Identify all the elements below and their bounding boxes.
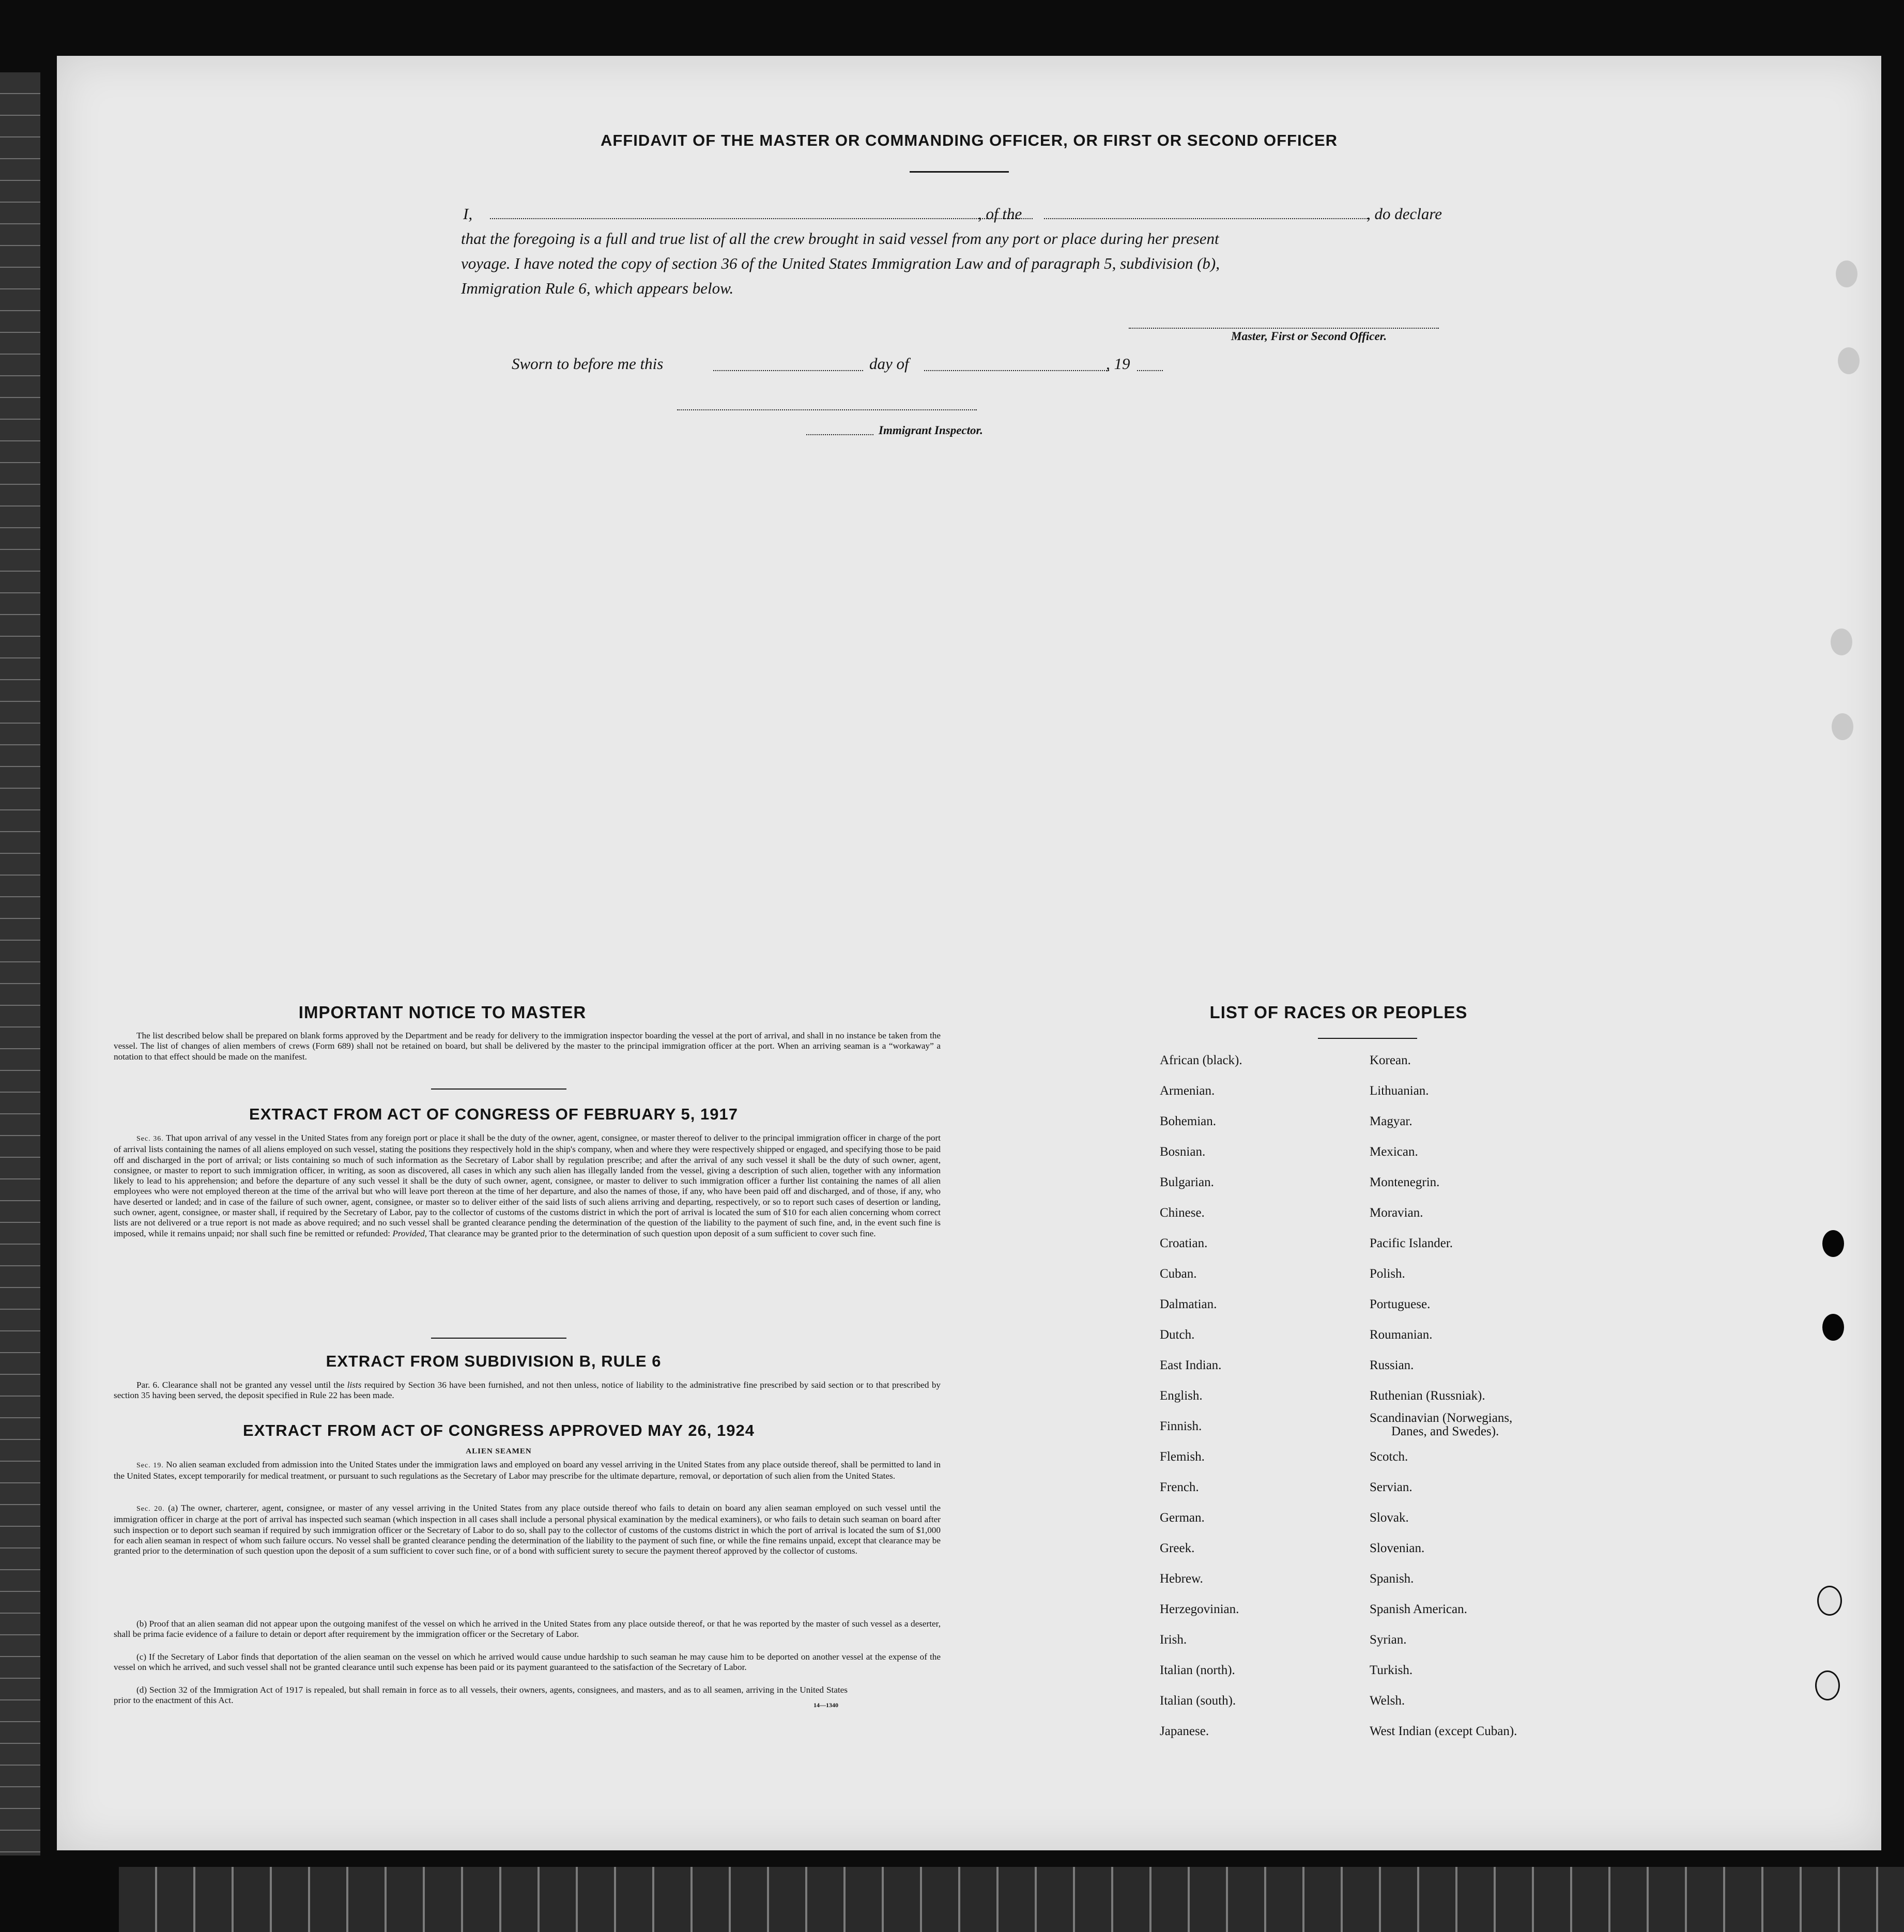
sec36-proviso: Provided, [392,1228,427,1238]
inspector-signature-dots [806,434,873,435]
underlying-ledger-edge [0,72,40,1856]
punch-hole [1831,628,1852,655]
sec19-label: Sec. 19. [136,1462,164,1469]
punch-hole [1817,1586,1842,1616]
punch-hole [1822,1230,1844,1257]
race-left-item: Italian (south). [1160,1694,1236,1708]
race-right-item: West Indian (except Cuban). [1370,1724,1517,1738]
race-left-item: Hebrew. [1160,1572,1203,1586]
master-signature-line [1129,328,1439,329]
punch-hole [1832,713,1853,740]
race-right-item: Montenegrin. [1370,1175,1440,1189]
extract-rule6-title: EXTRACT FROM SUBDIVISION B, RULE 6 [326,1352,662,1370]
sec19-text: No alien seaman excluded from admission into the United States under the immigration laws and employed on board any vessel arriving in the United States from any place outside thereof, shall be permitted to land in the United States, except temporarily for medical treatment, or pursuant to such regulations as the Secretary of Labor may prescribe for the ultimate departure, removal, or deportation of such alien from the United States. [114,1460,941,1481]
race-right-item: Turkish. [1370,1663,1413,1677]
races-rule [1318,1038,1417,1039]
race-right-item: Lithuanian. [1370,1084,1429,1098]
race-right-item: Spanish. [1370,1572,1414,1586]
race-right-item: Welsh. [1370,1694,1405,1708]
extract-rule6-body [114,1380,941,1401]
underlying-ledger-bottom [119,1867,1904,1932]
vessel-blank [1044,218,1370,219]
extract-1924-title: EXTRACT FROM ACT OF CONGRESS APPROVED MAY 26, 1924 [243,1421,755,1439]
race-left-item: Armenian. [1160,1084,1215,1098]
affidavit-line1-of-the: , of the [978,205,1022,223]
race-right-item: Slovenian. [1370,1541,1425,1555]
race-right-item: Spanish American. [1370,1602,1467,1616]
affidavit-title: AFFIDAVIT OF THE MASTER OR COMMANDING OFFICER, OR FIRST OR SECOND OFFICER [600,131,1338,149]
race-left-item: Chinese. [1160,1206,1205,1220]
extract-1917-body [114,1133,941,1239]
extract-1917-title: EXTRACT FROM ACT OF CONGRESS OF FEBRUARY 5, 1917 [249,1105,738,1123]
rule6-text-b: required by Section 36 have been furnished, and not then unless, notice of liability to the administrative fine prescribed by said section or to that prescribed by section 35 having been served, the deposit specified in Rule 22 has been made. [114,1380,941,1401]
name-blank [490,218,1033,219]
sworn-day-blank [713,370,863,371]
sec36-label: Sec. 36. [136,1135,164,1143]
sworn-prefix: Sworn to before me this [512,355,664,373]
race-left-item: East Indian. [1160,1358,1222,1372]
race-right-item: Moravian. [1370,1206,1423,1220]
race-left-item: Bohemian. [1160,1114,1217,1128]
race-left-item: Herzegovinian. [1160,1602,1239,1616]
notice-body: The list described below shall be prepared on blank forms approved by the Department and be ready for delivery to the immigration inspector boarding the vessel at the port of arrival, and shall in no instance be taken from the vessel. The list of changes of alien members of crews (Form 689) shall not be retained on board, but shall be delivered by the master to the principal immigration officer at the port. When an arriving seaman is a “workaway” a notation to that effect should be made on the manifest. [114,1031,941,1062]
race-right-item: Roumanian. [1370,1328,1433,1342]
affidavit-line1-declare: , do declare [1366,205,1442,223]
race-left-item: Italian (north). [1160,1663,1235,1677]
affidavit-line3: voyage. I have noted the copy of section 36 of the United States Immigration Law and of paragraph 5, subdivision (b), [461,254,1220,272]
master-signature-label: Master, First or Second Officer. [1231,330,1387,343]
extract-1924-sec20d: (d) Section 32 of the Immigration Act of 1917 is repealed, but shall remain in force as to all vessels, their owners, agents, consignees, and masters, and as to all seamen, arriving in the United States prior to the enactment of this Act. [114,1685,848,1706]
race-right-item: Magyar. [1370,1114,1412,1128]
race-left-item: German. [1160,1511,1205,1525]
notice-rule [431,1088,566,1090]
affidavit-line2: that the foregoing is a full and true list of all the crew brought in said vessel from any port or place during her present [461,229,1219,248]
title-rule [910,171,1009,173]
race-left-item: Bulgarian. [1160,1175,1214,1189]
form-number: 14—1340 [813,1701,838,1709]
race-left-item: Cuban. [1160,1267,1197,1281]
race-right-item: Korean. [1370,1053,1411,1067]
race-right-item: Russian. [1370,1358,1414,1372]
race-left-item: Finnish. [1160,1419,1202,1433]
notice-title: IMPORTANT NOTICE TO MASTER [298,1003,587,1022]
extract-1924-sec20a [114,1503,941,1556]
race-right-item: Mexican. [1370,1145,1418,1159]
sec20-label: Sec. 20. [136,1505,165,1513]
punch-hole [1836,260,1857,287]
race-left-item: Greek. [1160,1541,1195,1555]
rule6-lists-word: lists [347,1380,362,1390]
sworn-day-of: day of [869,355,909,373]
punch-hole [1822,1314,1844,1341]
sec36-tail: That clearance may be granted prior to the determination of such question upon deposit of a sum sufficient to cover such fine. [429,1228,876,1238]
extract-1924-sec20b: (b) Proof that an alien seaman did not appear upon the outgoing manifest of the vessel on which he arrived in the United States from any place outside thereof, or that he was reported by the master of such vessel as a deserter, shall be prima facie evidence of a failure to detain or deport after requirement by the immigration officer or the Secretary of Labor. [114,1619,941,1639]
race-right-item: Polish. [1370,1267,1405,1281]
race-left-item: Dutch. [1160,1328,1195,1342]
race-right-item: Scandinavian (Norwegians, [1370,1411,1513,1425]
race-right-item: Pacific Islander. [1370,1236,1453,1250]
inspector-signature-line [677,409,977,410]
race-left-item: French. [1160,1480,1199,1494]
punch-hole [1838,347,1860,374]
race-right-item: Scotch. [1370,1450,1408,1464]
races-title: LIST OF RACES OR PEOPLES [1209,1003,1468,1022]
form-sheet [57,56,1881,1850]
race-left-item: English. [1160,1389,1203,1403]
extract-1917-rule [431,1338,566,1339]
sworn-month-blank [924,370,1109,371]
race-right-item: Portuguese. [1370,1297,1431,1311]
race-right-item: Ruthenian (Russniak). [1370,1389,1485,1403]
race-right-item: Syrian. [1370,1633,1407,1647]
sworn-year: , 19 [1106,355,1130,373]
race-left-item: Bosnian. [1160,1145,1206,1159]
affidavit-line1-i: I, [463,205,473,223]
punch-hole [1815,1670,1840,1700]
extract-1924-subtitle: ALIEN SEAMEN [466,1447,532,1455]
extract-1924-sec19 [114,1460,941,1482]
race-left-item: Flemish. [1160,1450,1205,1464]
race-right-item: Slovak. [1370,1511,1409,1525]
sec36-text: That upon arrival of any vessel in the United States from any foreign port or place it shall be the duty of the owner, agent, consignee, or master thereof to deliver to the principal immigration officer in charge of the port of arrival lists containing the names of all aliens employed on such vessel, stating the positions they respectively hold in the ship's company, when and where they were respectively shipped or engaged, and specifying those to be paid off and discharged in the port of arrival; or lists containing so much of such information as the Secretary of Labor shall by regulation prescribe; and after the arrival of any such vessel it shall be the duty of such owner, agent, consignee, or master to report to such immigration officer, in writing, as soon as discovered, all cases in which any such alien has illegally landed from the vessel, giving a description of such alien, together with any information likely to lead to his apprehension; and before the departure of any such vessel it shall be the duty of such owner, agent, consignee, or master to deliver to such immigration officer a further list containing the names of all alien employees who were not employed thereon at the time of the arrival but who will leave port thereon at the time of her departure, and also the names of those, if any, who have been paid off and discharged, and of those, if any, who have deserted or landed; and in case of the failure of such owner, agent, consignee, or master so to deliver either of the said lists of such aliens arriving and departing, respectively, or so to report such cases of desertion or landing, such owner, agent, consignee, or master shall, if required by the Secretary of Labor, pay to the collector of customs of the customs district in which the port of arrival is located the sum of $10 for each alien concerning whom correct lists are not delivered or a true report is not made as above required; and no such vessel shall be granted clearance pending the determination of the question of the liability to the payment of such fine, and, in the event such fine is imposed, while it remains unpaid; nor shall such fine be remitted or refunded: [114,1133,941,1238]
race-left-item: Croatian. [1160,1236,1208,1250]
inspector-signature-label: Immigrant Inspector. [879,424,983,437]
sworn-year-blank [1137,370,1163,371]
race-left-item: Dalmatian. [1160,1297,1217,1311]
race-right-item: Servian. [1370,1480,1412,1494]
extract-1924-sec20c: (c) If the Secretary of Labor finds that deportation of the alien seaman on the vessel on which he arrived would cause undue hardship to such seaman he may cause him to be deported on another vessel at the expense of the vessel on which he arrived, and such vessel shall not be granted clearance until such expense has been paid or its payment guaranteed to the satisfaction of the Secretary of Labor. [114,1652,941,1673]
race-left-item: Irish. [1160,1633,1187,1647]
affidavit-line4: Immigration Rule 6, which appears below. [461,279,734,297]
sec20a-text: (a) The owner, charterer, agent, consignee, or master of any vessel arriving in the United States from any place outside thereof who fails to detain on board any alien seaman employed on such vessel until the immigration officer in charge at the port of arrival has inspected such seaman (which inspection in all cases shall include a personal physical examination by the medical examiners), or who fails to detain such seaman on board after such inspection or to deport such seaman if required by such immigration officer or the Secretary of Labor to do so, shall pay to the collector of customs of the customs district in which the port of arrival is located the sum of $1,000 for each alien seaman in respect of whom such failure occurs. No vessel shall be granted clearance pending the determination of the liability to the payment of such fine, or while the fine remains unpaid, except that clearance may be granted prior to the determination of such question upon the deposit of a sum sufficient to cover such fine, or of a bond with sufficient surety to secure the payment thereof approved by the collector of customs. [114,1503,941,1556]
race-left-item: Japanese. [1160,1724,1209,1738]
rule6-text-a: Par. 6. Clearance shall not be granted any vessel until the [136,1380,345,1390]
race-right-item-continued: Danes, and Swedes). [1391,1424,1499,1438]
race-left-item: African (black). [1160,1053,1242,1067]
